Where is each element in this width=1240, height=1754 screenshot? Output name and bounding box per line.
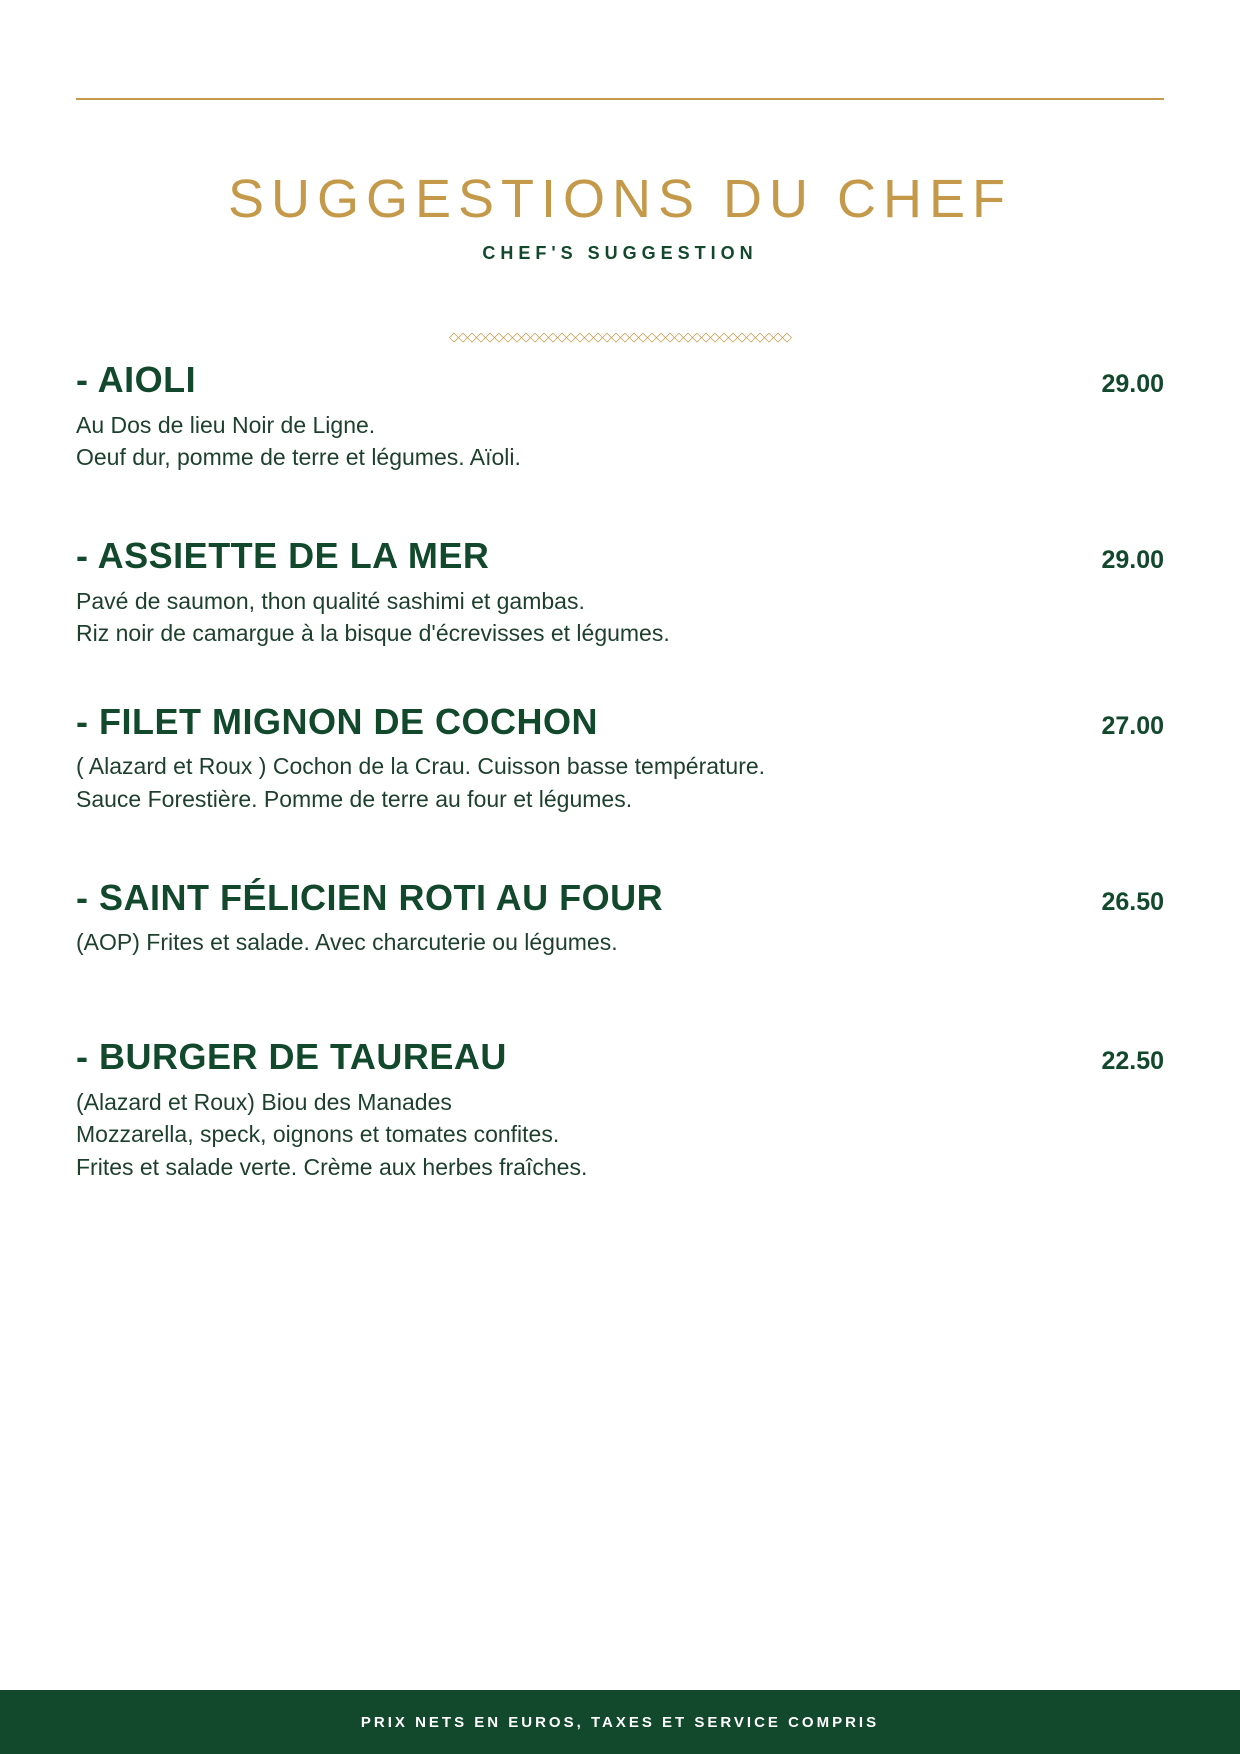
description-line: (Alazard et Roux) Biou des Manades [76,1088,452,1115]
menu-item [76,702,1164,816]
menu-item-price: 29.00 [1101,370,1164,398]
menu-item-name: - AIOLI [76,359,197,400]
menu-item-description [76,926,1164,959]
description-line: Pavé de saumon, thon qualité sashimi et gambas. [76,587,585,614]
menu-item-description [76,585,1164,650]
description-line: Frites et salade verte. Crème aux herbes fraîches. [76,1153,588,1180]
menu-item-header [76,360,1164,400]
menu-item [76,878,1164,959]
top-divider-rule [76,98,1164,100]
menu-item-name: - BURGER DE TAUREAU [76,1035,507,1077]
menu-item-description [76,1086,1164,1184]
menu-item-name: - ASSIETTE DE LA MER [76,534,490,576]
ornamental-divider: ◇◇◇◇◇◇◇◇◇◇◇◇◇◇◇◇◇◇◇◇◇◇◇◇◇◇◇◇◇◇◇◇◇◇◇◇◇◇ [449,330,791,343]
page-title: SUGGESTIONS DU CHEF [227,169,1013,229]
menu-item-header [76,536,1164,576]
menu-item-price: 22.50 [1101,1046,1164,1075]
menu-items-list [76,360,1164,1230]
menu-item-header [76,702,1164,742]
description-line: (AOP) Frites et salade. Avec charcuterie ou légumes. [76,929,618,956]
description-line: ( Alazard et Roux ) Cochon de la Crau. Cuisson basse température. [76,753,766,780]
menu-item [76,1037,1164,1184]
footer-note: PRIX NETS EN EUROS, TAXES ET SERVICE COMPRIS [360,1713,880,1731]
menu-item-description [76,750,1164,815]
menu-item-price: 29.00 [1101,545,1164,574]
menu-item-price: 26.50 [1101,887,1164,916]
description-line: Mozzarella, speck, oignons et tomates confites. [76,1121,560,1148]
menu-item-description [76,409,1164,474]
description-line: Riz noir de camargue à la bisque d'écrevisses et légumes. [76,620,670,647]
menu-item-header [76,1037,1164,1077]
page-footer [0,1690,1240,1754]
menu-item-header [76,878,1164,918]
description-line: Sauce Forestière. Pomme de terre au four et légumes. [76,786,633,813]
menu-item [76,536,1164,650]
menu-item-name: - FILET MIGNON DE COCHON [76,700,598,742]
description-line: Au Dos de lieu Noir de Ligne. [76,411,376,438]
page-subtitle: CHEF'S SUGGESTION [482,243,758,264]
menu-item-name: - SAINT FÉLICIEN ROTI AU FOUR [76,876,664,918]
menu-item-price: 27.00 [1101,711,1164,740]
menu-header [0,170,1240,264]
menu-item [76,360,1164,474]
description-line: Oeuf dur, pomme de terre et légumes. Aïoli. [76,444,521,471]
